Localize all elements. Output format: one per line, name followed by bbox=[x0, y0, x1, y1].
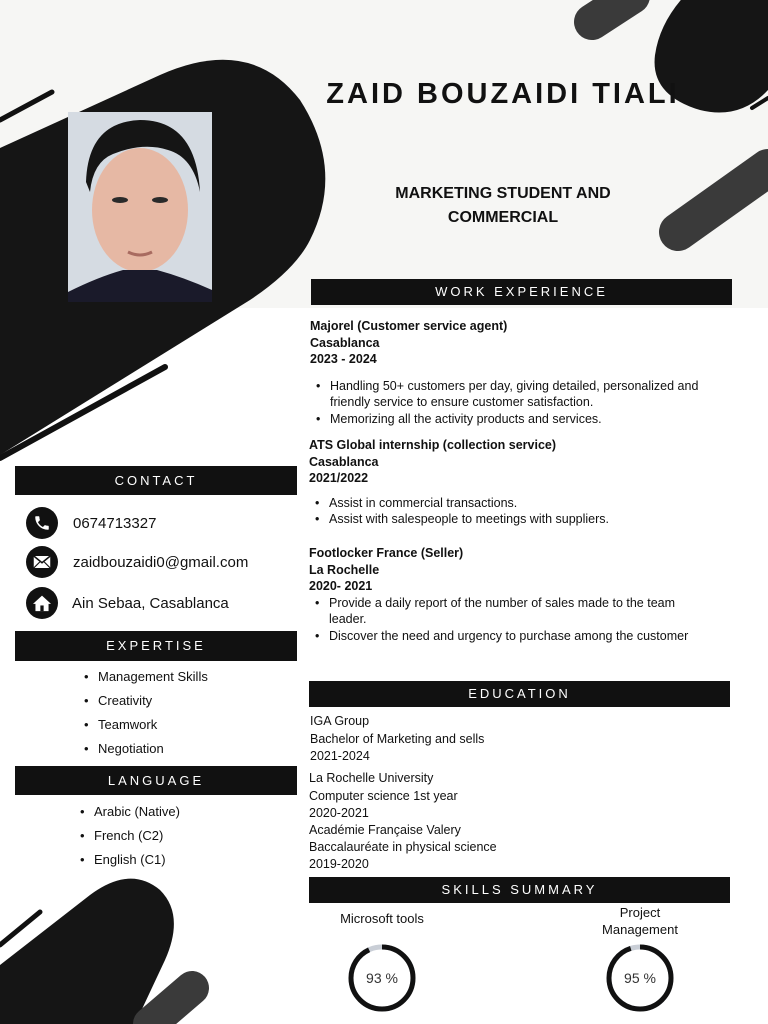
contact-email bbox=[26, 546, 248, 578]
job-bullet: • Memorizing all the activity products and services. bbox=[310, 411, 730, 428]
job-title: Footlocker France (Seller) bbox=[309, 546, 464, 560]
expertise-list bbox=[78, 665, 208, 761]
skill-label: Microsoft tools bbox=[340, 911, 424, 926]
skill-percent: 93 % bbox=[366, 970, 398, 986]
expertise-item: • Management Skills bbox=[78, 665, 208, 689]
contact-heading: CONTACT bbox=[15, 466, 297, 495]
job-bullet: • Handling 50+ customers per day, giving detailed, personalized and friendly service to ensure customer satisfaction. bbox=[310, 378, 730, 411]
job-bullets bbox=[310, 378, 730, 428]
address-text: Ain Sebaa, Casablanca bbox=[72, 594, 229, 612]
job-entry bbox=[309, 437, 729, 528]
education-dates: 2021-2024 bbox=[310, 749, 370, 763]
skills-summary-heading: SKILLS SUMMARY bbox=[309, 877, 730, 903]
language-item: • French (C2) bbox=[74, 824, 180, 848]
education-entry bbox=[309, 822, 497, 873]
skill-gauge bbox=[347, 943, 417, 1013]
phone-icon bbox=[26, 507, 58, 539]
degree: Computer science 1st year bbox=[309, 789, 458, 803]
language-item: • Arabic (Native) bbox=[74, 800, 180, 824]
job-place: La Rochelle bbox=[309, 562, 380, 577]
job-bullet: • Assist in commercial transactions. bbox=[309, 495, 729, 512]
school-name: Académie Française Valery bbox=[309, 823, 461, 837]
mail-icon bbox=[26, 546, 58, 578]
job-title: Majorel (Customer service agent) bbox=[310, 319, 508, 333]
deco-blob-bottomleft bbox=[0, 879, 174, 1024]
degree: Baccalauréate in physical science bbox=[309, 840, 497, 854]
expertise-item: • Teamwork bbox=[78, 713, 208, 737]
expertise-item: • Creativity bbox=[78, 689, 208, 713]
job-bullet: • Provide a daily report of the number of sales made to the team leader. bbox=[309, 595, 709, 628]
job-entry bbox=[309, 545, 729, 644]
email-address[interactable]: zaidbouzaidi0@gmail.com bbox=[73, 553, 249, 571]
language-item: • English (C1) bbox=[74, 848, 180, 872]
job-bullet: • Assist with salespeople to meetings with suppliers. bbox=[309, 511, 729, 528]
deco-pill-right bbox=[678, 168, 768, 232]
deco-pill-bottom bbox=[150, 988, 192, 1024]
school-name: La Rochelle University bbox=[309, 771, 434, 785]
job-dates: 2023 - 2024 bbox=[310, 352, 377, 366]
degree: Bachelor of Marketing and sells bbox=[310, 732, 485, 746]
job-title: ATS Global internship (collection service) bbox=[309, 438, 557, 452]
work-experience-heading: WORK EXPERIENCE bbox=[311, 279, 732, 305]
candidate-name: ZAID BOUZAIDI TIALI bbox=[326, 78, 680, 110]
job-place: Casablanca bbox=[309, 454, 379, 469]
job-bullets bbox=[309, 595, 709, 645]
education-entry bbox=[310, 713, 484, 765]
school-name: IGA Group bbox=[310, 714, 370, 728]
education-dates: 2020-2021 bbox=[309, 806, 369, 820]
deco-pill-top bbox=[592, 0, 632, 22]
skill-percent: 95 % bbox=[624, 970, 656, 986]
profile-photo bbox=[68, 112, 212, 302]
education-dates: 2019-2020 bbox=[309, 857, 369, 871]
skill-label: Project Management bbox=[602, 905, 678, 937]
job-bullet: • Discover the need and urgency to purchase among the customer bbox=[309, 628, 709, 645]
job-bullets bbox=[309, 495, 729, 528]
expertise-heading: EXPERTISE bbox=[15, 631, 297, 661]
language-heading: LANGUAGE bbox=[15, 766, 297, 795]
home-icon bbox=[26, 587, 58, 619]
skill-gauge bbox=[605, 943, 675, 1013]
contact-phone bbox=[26, 507, 156, 539]
job-entry bbox=[310, 318, 730, 427]
job-place: Casablanca bbox=[310, 335, 380, 350]
education-entry bbox=[309, 770, 458, 822]
expertise-item: • Negotiation bbox=[78, 737, 208, 761]
contact-address bbox=[26, 587, 229, 619]
candidate-title: MARKETING STUDENT AND COMMERCIAL bbox=[395, 185, 611, 226]
phone-number[interactable]: 0674713327 bbox=[73, 514, 157, 532]
job-dates: 2021/2022 bbox=[309, 471, 369, 485]
education-heading: EDUCATION bbox=[309, 681, 730, 707]
language-list bbox=[74, 800, 180, 872]
deco-line-top bbox=[0, 92, 52, 120]
job-dates: 2020- 2021 bbox=[309, 579, 373, 593]
